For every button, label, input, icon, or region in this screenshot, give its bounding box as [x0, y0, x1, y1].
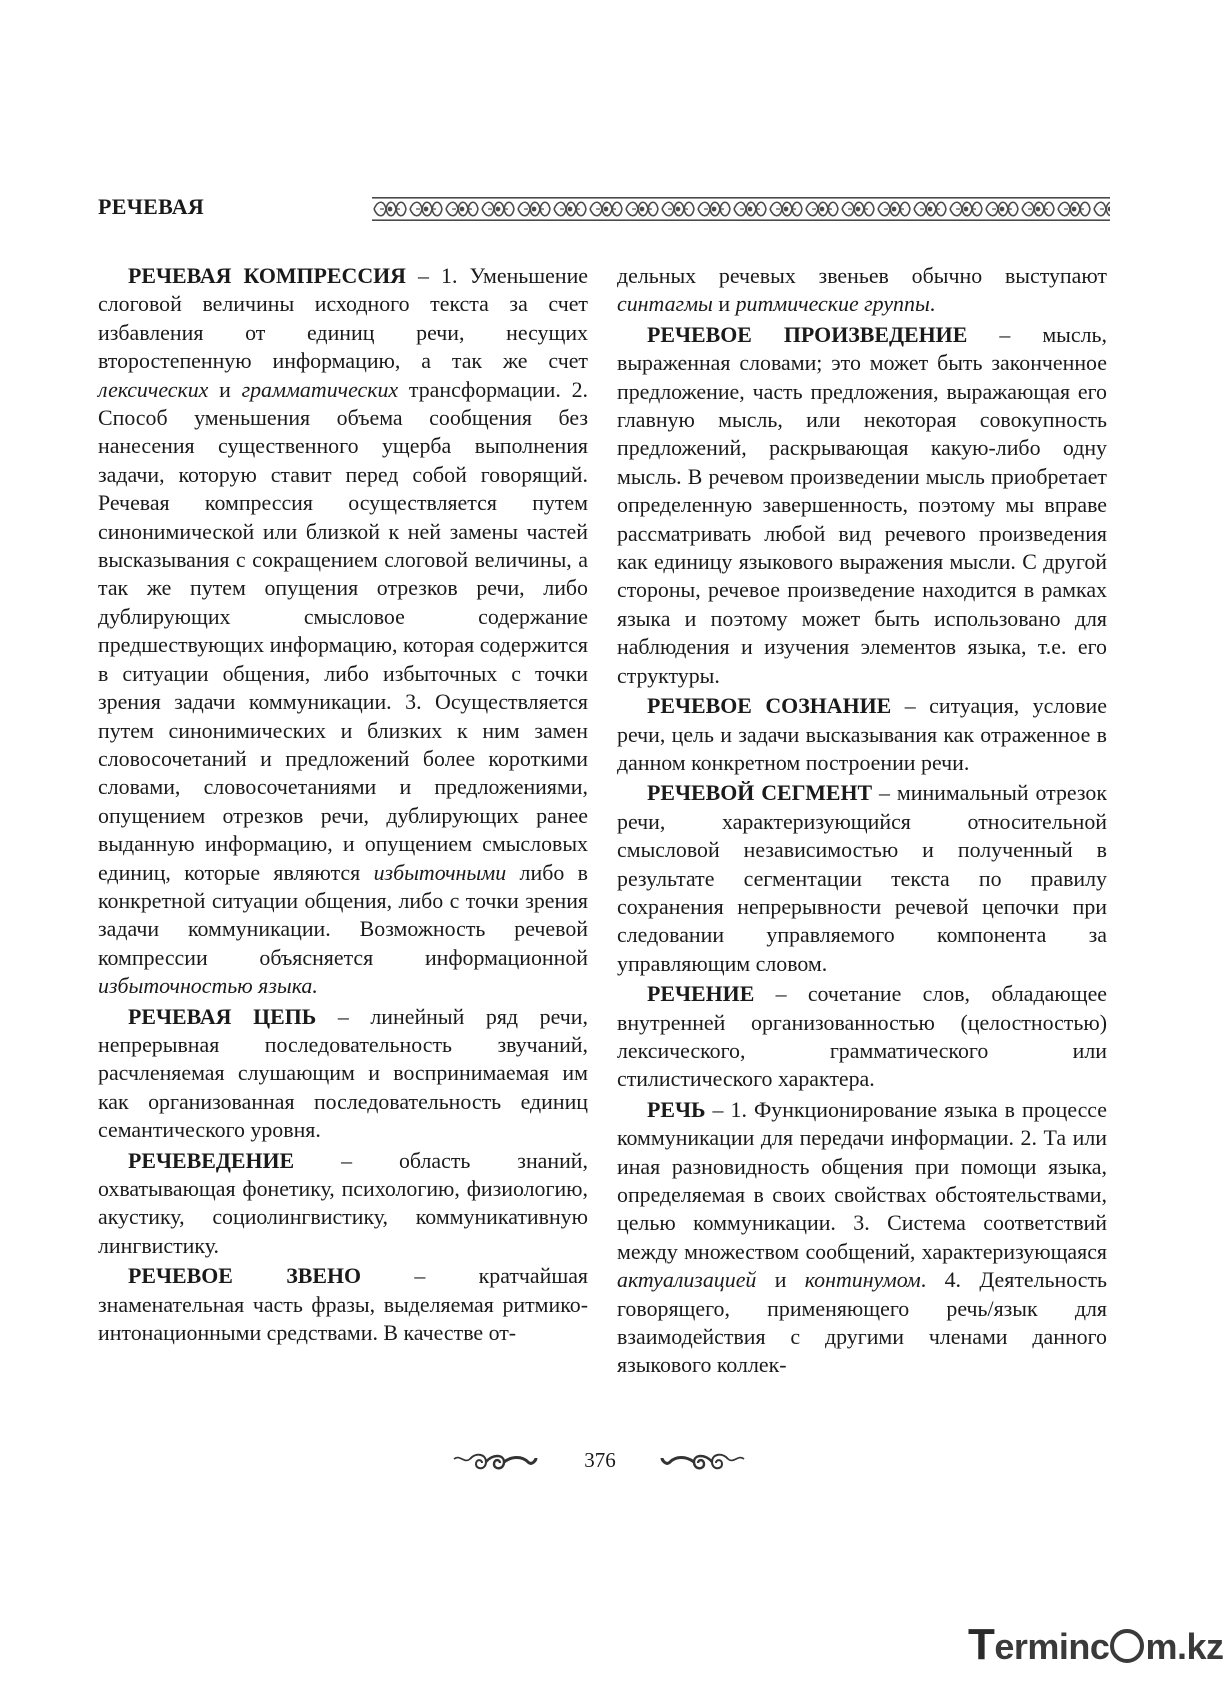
entry-text: – линейный ряд речи, непрерывная последовательность звучаний, расчленяемая слушающим и воспринимаемая им как организованная последовательность единиц семантического уровня. [98, 1003, 588, 1143]
entry-text: и [208, 376, 242, 402]
entry-term: РЕЧЕВОЙ СЕГМЕНТ [647, 780, 873, 806]
running-head: РЕЧЕВАЯ [98, 194, 205, 219]
left-column [98, 262, 588, 1349]
entry-italic-text: грамматических [241, 376, 399, 402]
entry-italic-text: континумом [804, 1267, 921, 1293]
entry-text: – кратчайшая знаменательная часть фразы, выделяемая ритмико-интонационными средствами. В качестве от- [98, 1263, 588, 1346]
entry-italic-text: избыточностью языка. [98, 973, 318, 999]
entry-term: РЕЧЕВОЕ СОЗНАНИЕ [647, 693, 892, 719]
entry-term: РЕЧЕВАЯ КОМПРЕССИЯ [128, 263, 406, 288]
right-column [617, 262, 1107, 1382]
dictionary-entry [617, 692, 1107, 777]
entry-text: – область знаний, охватывающая фонетику, психологию, физиологию, акустику, социолингвистику, коммуникативную лингвистику. [98, 1147, 588, 1258]
entry-term: РЕЧЕНИЕ [647, 981, 755, 1007]
site-watermark [968, 1620, 1224, 1669]
entry-italic-text: актуализацией [617, 1267, 757, 1293]
entry-text: – мысль, выраженная словами; это может быть законченное предложение, часть предложения, выражающая его главную мысль, или некоторая совокупность предложений, раскрывающая какую-либо одну мысль. В речевом произведении мысль приобретает определенную завершенность, поэтому мы вправе рассматривать любой вид речевого произведения как единицу языкового выражения мысли. С другой стороны, речевое произведение находится в рамках языка и поэтому может быть использовано для наблюдения и изучения элементов языка, т.е. его структуры. [617, 321, 1107, 688]
dictionary-entry [617, 980, 1107, 1094]
dictionary-entry [98, 1262, 588, 1347]
entry-italic-text: лексических [98, 376, 209, 402]
watermark-text-start: erminc [994, 1626, 1110, 1667]
page-number: 376 [584, 1448, 616, 1472]
entry-term: РЕЧЕВАЯ ЦЕПЬ [128, 1003, 317, 1029]
watermark-text-end: m.kz [1145, 1626, 1224, 1667]
entry-text: либо в конкретной ситуации общения, либо с точки зрения задачи коммуникации. Возможность речевой компрессии объясняется информационной [98, 859, 588, 970]
entry-text: – сочетание слов, обладающее внутренней организованностью (целостностью) лексического, грамматического или стилистического характера. [617, 981, 1107, 1092]
entry-term: РЕЧЬ [647, 1096, 706, 1122]
entry-text: . [929, 291, 936, 317]
entry-text: и [712, 291, 736, 317]
page-footer [0, 1444, 1191, 1484]
entry-text: – 1. Функционирование языка в процессе коммуникации для передачи информации. 2. Та или иная разновидность общения при помощи языка, определяемая в своих свойствах обстоятельствами, целью коммуникации. 3. Система соответствий между множеством сообщений, характеризующаяся [617, 1096, 1107, 1264]
dictionary-entry [617, 1096, 1107, 1380]
entry-text: – минимальный отрезок речи, характеризующийся относительной смысловой независимостью и полученный в результате сегментации текста по правилу сохранения непрерывности речевой цепочки при следовании управляемого компонента за управляющим словом. [617, 780, 1107, 976]
entry-text: трансформации. 2. Способ уменьшения объема сообщения без нанесения существенного ущерба выполнения задачи, которую ставит перед собой говорящий. Речевая компрессия осуществляется путем синонимической или близкой к ней замены частей высказывания с сокращением слоговой величины, а так же путем опущения отрезков речи, либо дублирующих смысловое содержание предшествующих информацию, которая содержится в ситуации общения, либо избыточных с точки зрения задачи коммуникации. 3. Осуществляется путем синонимических и близких к ним замен словосочетаний и предложений более короткими словами, словосочетаниями и предложениями, опущением отрезков речи, дублирующих ранее выданную информацию, и опущением смысловых единиц, которые являются [98, 376, 588, 885]
entry-text: . 4. Деятельность говорящего, применяющего речь/язык для взаимодействия с другими членами данного языкового коллек- [617, 1267, 1107, 1378]
entry-term: РЕЧЕВОЕ ПРОИЗВЕДЕНИЕ [647, 321, 968, 347]
dictionary-entry [98, 1147, 588, 1261]
entry-term: РЕЧЕВОЕ ЗВЕНО [128, 1263, 362, 1289]
footer-ornament-right-icon [660, 1450, 746, 1476]
entry-italic-text: синтагмы [617, 291, 713, 317]
watermark-letter-t: T [968, 1620, 995, 1669]
entry-italic-text: ритмические группы [735, 291, 930, 317]
dictionary-entry [98, 262, 588, 1001]
entry-text: и [756, 1267, 805, 1293]
footer-ornament-left-icon [452, 1450, 538, 1476]
entry-text: – 1. Уменьшение слоговой величины исходного текста за счет избавления от единиц речи, несущих второстепенную информацию, а так же счет [98, 263, 589, 374]
dictionary-entry [98, 1003, 588, 1145]
entry-term: РЕЧЕВЕДЕНИЕ [128, 1147, 295, 1173]
dictionary-entry [617, 779, 1107, 978]
dictionary-entry [617, 321, 1107, 690]
entry-italic-text: избыточными [373, 859, 507, 885]
watermark-circle-icon [1110, 1629, 1144, 1663]
header-ornament-band [372, 196, 1110, 222]
dictionary-entry [617, 262, 1107, 319]
entry-text: дельных речевых звеньев обычно выступают [617, 263, 1107, 288]
entry-text: – ситуация, условие речи, цель и задачи высказывания как отраженное в данном конкретном построении речи. [617, 693, 1107, 775]
